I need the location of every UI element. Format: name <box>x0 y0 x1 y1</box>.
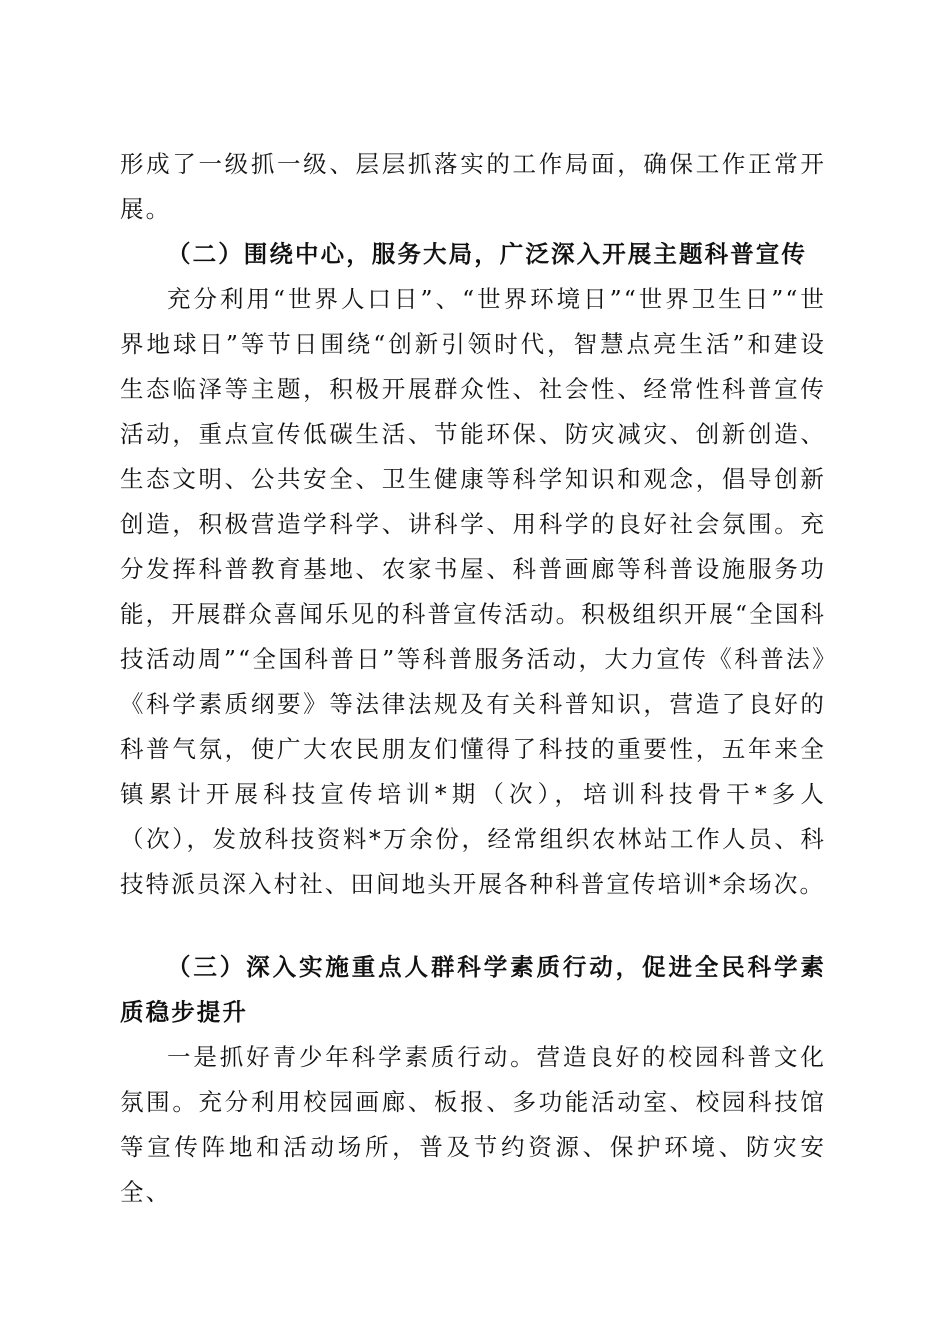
section-heading-3: （三）深入实施重点人群科学素质行动，促进全民科学素质稳步提升 <box>120 953 826 1026</box>
paragraph-science-publicity: 充分利用“世界人口日”、“世界环境日”“世界卫生日”“世界地球日”等节日围绕“创新引领时代，智慧点亮生活”和建设生态临泽等主题，积极开展群众性、社会性、经常性科普宣传活动，重点宣传低碳生活、节能环保、防灾减灾、创新创造、生态文明、公共安全、卫生健康等科学知识和观念，倡导创新创造，积极营造学科学、讲科学、用科学的良好社会氛围。充分发挥科普教育基地、农家书屋、科普画廊等科普设施服务功能，开展群众喜闻乐见的科普宣传活动。积极组织开展“全国科技活动周”“全国科普日”等科普服务活动，大力宣传《科普法》《科学素质纲要》等法律法规及有关科普知识，营造了良好的科普气氛，使广大农民朋友们懂得了科技的重要性，五年来全镇累计开展科技宣传培训*期（次），培训科技骨干*多人（次），发放科技资料*万余份，经常组织农林站工作人员、科技特派员深入村社、田间地头开展各种科普宣传培训*余场次。 <box>120 285 826 898</box>
paragraph-continuation: 形成了一级抓一级、层层抓落实的工作局面，确保工作正常开展。 <box>120 150 826 223</box>
paragraph-youth-science: 一是抓好青少年科学素质行动。营造良好的校园科普文化氛围。充分利用校园画廊、板报、多功能活动室、校园科技馆等宣传阵地和活动场所，普及节约资源、保护环境、防灾安全、 <box>120 1043 826 1206</box>
section-heading-2: （二）围绕中心，服务大局，广泛深入开展主题科普宣传 <box>167 240 807 268</box>
